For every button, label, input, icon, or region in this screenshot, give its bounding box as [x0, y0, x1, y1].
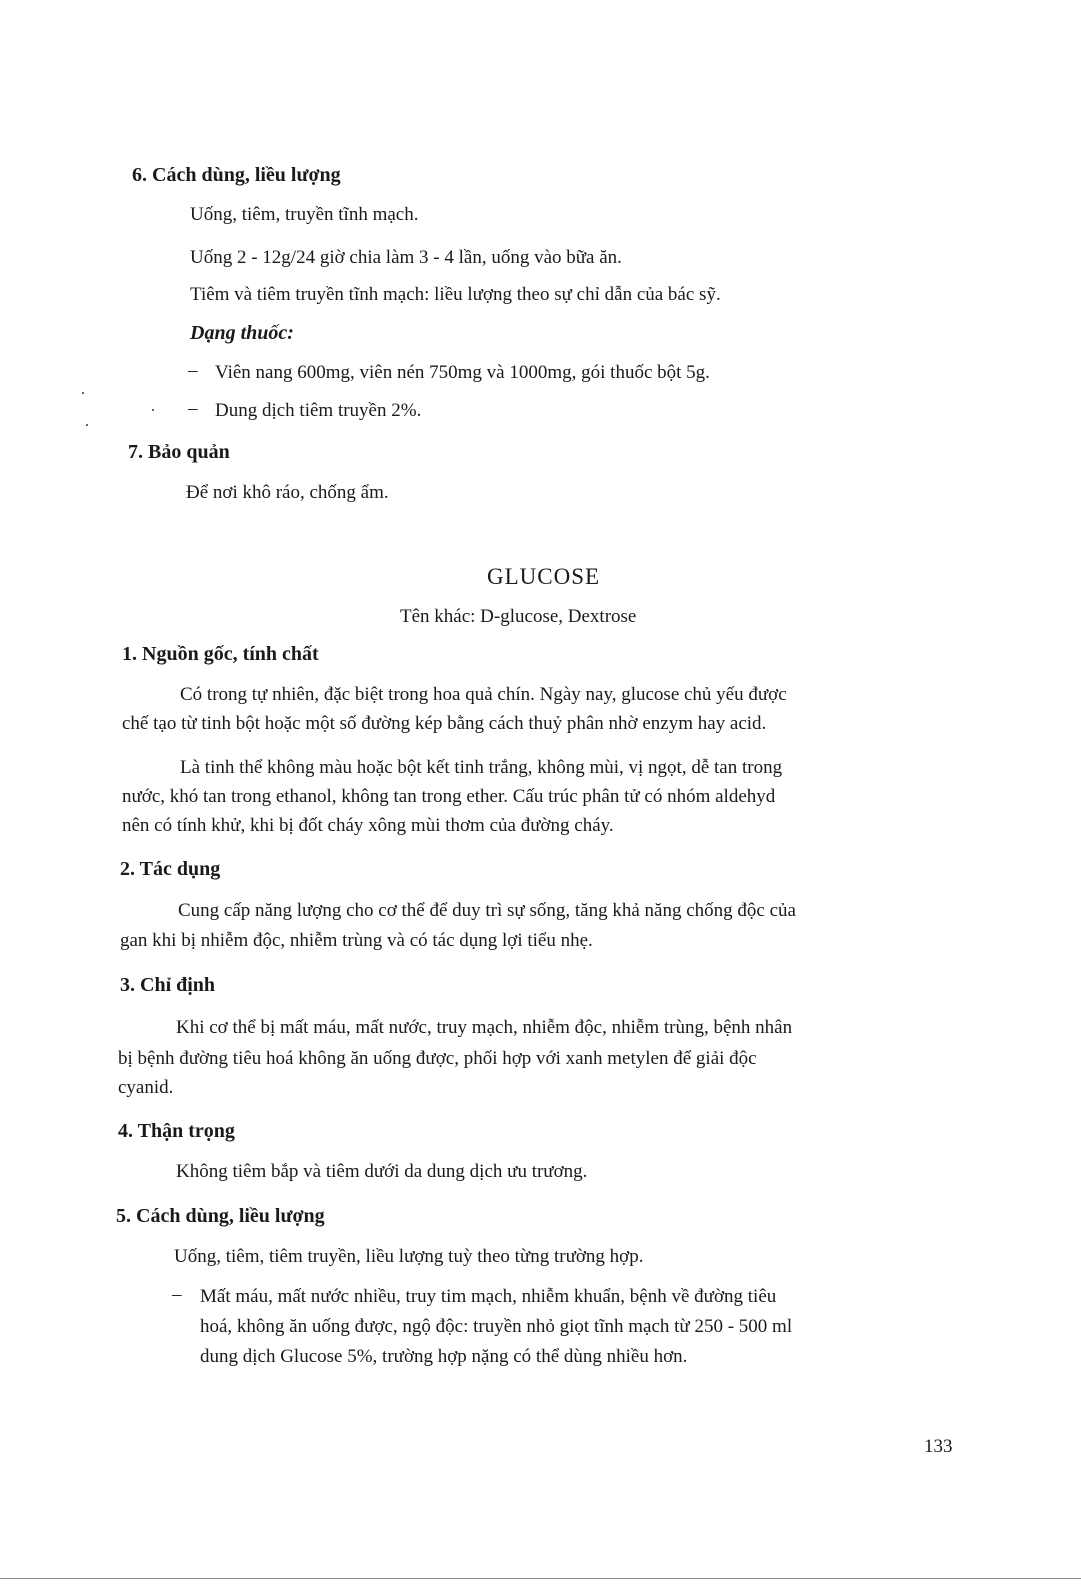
scan-edge-line [0, 1578, 1081, 1579]
section-1-para-2-line-3: nên có tính khử, khi bị đốt cháy xông mùi thơm của đường cháy. [122, 815, 614, 836]
section-6-line-3: Tiêm và tiêm truyền tĩnh mạch: liều lượng theo sự chỉ dẫn của bác sỹ. [190, 284, 721, 305]
bullet-dash: – [172, 1284, 182, 1305]
section-6-line-1: Uống, tiêm, truyền tĩnh mạch. [190, 204, 419, 225]
section-1-para-2-line-2: nước, khó tan trong ethanol, không tan trong ether. Cấu trúc phân tử có nhóm aldehyd [122, 786, 776, 807]
dosage-form-item-1: Viên nang 600mg, viên nén 750mg và 1000mg, gói thuốc bột 5g. [215, 362, 710, 383]
section-1-para-2-line-1: Là tinh thể không màu hoặc bột kết tinh trắng, không mùi, vị ngọt, dễ tan trong [180, 757, 783, 778]
bullet-dash: – [188, 398, 198, 419]
section-1-heading: 1. Nguồn gốc, tính chất [122, 643, 319, 665]
section-3-para-line-2: bị bệnh đường tiêu hoá không ăn uống được, phối hợp với xanh metylen để giải độc [118, 1048, 757, 1069]
scan-speck [152, 409, 154, 411]
section-1-para-1-line-1: Có trong tự nhiên, đặc biệt trong hoa quả chín. Ngày nay, glucose chủ yếu được [180, 684, 787, 705]
scan-speck [86, 424, 88, 426]
drug-subtitle: Tên khác: D-glucose, Dextrose [400, 606, 637, 627]
section-7-line-1: Để nơi khô ráo, chống ẩm. [186, 482, 389, 503]
section-6-line-2: Uống 2 - 12g/24 giờ chia làm 3 - 4 lần, uống vào bữa ăn. [190, 247, 622, 268]
section-2-para-line-1: Cung cấp năng lượng cho cơ thể để duy trì sự sống, tăng khả năng chống độc của [178, 900, 796, 921]
bullet-dash: – [188, 360, 198, 381]
section-3-para-line-3: cyanid. [118, 1077, 174, 1098]
section-5-para: Uống, tiêm, tiêm truyền, liều lượng tuỳ theo từng trường hợp. [174, 1246, 644, 1267]
section-5-heading: 5. Cách dùng, liều lượng [116, 1205, 325, 1227]
section-5-bullet-line-1: Mất máu, mất nước nhiều, truy tim mạch, nhiễm khuẩn, bệnh về đường tiêu [200, 1286, 777, 1307]
section-5-bullet-line-2: hoá, không ăn uống được, ngộ độc: truyền nhỏ giọt tĩnh mạch từ 250 - 500 ml [200, 1316, 793, 1337]
section-5-bullet-line-3: dung dịch Glucose 5%, trường hợp nặng có thể dùng nhiều hơn. [200, 1346, 688, 1367]
scan-speck [82, 392, 84, 394]
section-1-para-1-line-2: chế tạo từ tinh bột hoặc một số đường kép bằng cách thuỷ phân nhờ enzym hay acid. [122, 713, 767, 734]
section-4-heading: 4. Thận trọng [118, 1120, 235, 1142]
dosage-form-item-2: Dung dịch tiêm truyền 2%. [215, 400, 422, 421]
section-7-heading: 7. Bảo quản [128, 441, 230, 463]
dosage-forms-heading: Dạng thuốc: [190, 322, 294, 344]
section-4-para: Không tiêm bắp và tiêm dưới da dung dịch ưu trương. [176, 1161, 588, 1182]
section-3-heading: 3. Chỉ định [120, 974, 216, 996]
drug-title: GLUCOSE [487, 564, 601, 589]
section-2-para-line-2: gan khi bị nhiễm độc, nhiễm trùng và có tác dụng lợi tiểu nhẹ. [120, 930, 593, 951]
section-2-heading: 2. Tác dụng [120, 858, 221, 880]
section-6-heading: 6. Cách dùng, liều lượng [132, 164, 341, 186]
page-number: 133 [924, 1436, 953, 1457]
section-3-para-line-1: Khi cơ thể bị mất máu, mất nước, truy mạch, nhiễm độc, nhiễm trùng, bệnh nhân [176, 1017, 793, 1038]
